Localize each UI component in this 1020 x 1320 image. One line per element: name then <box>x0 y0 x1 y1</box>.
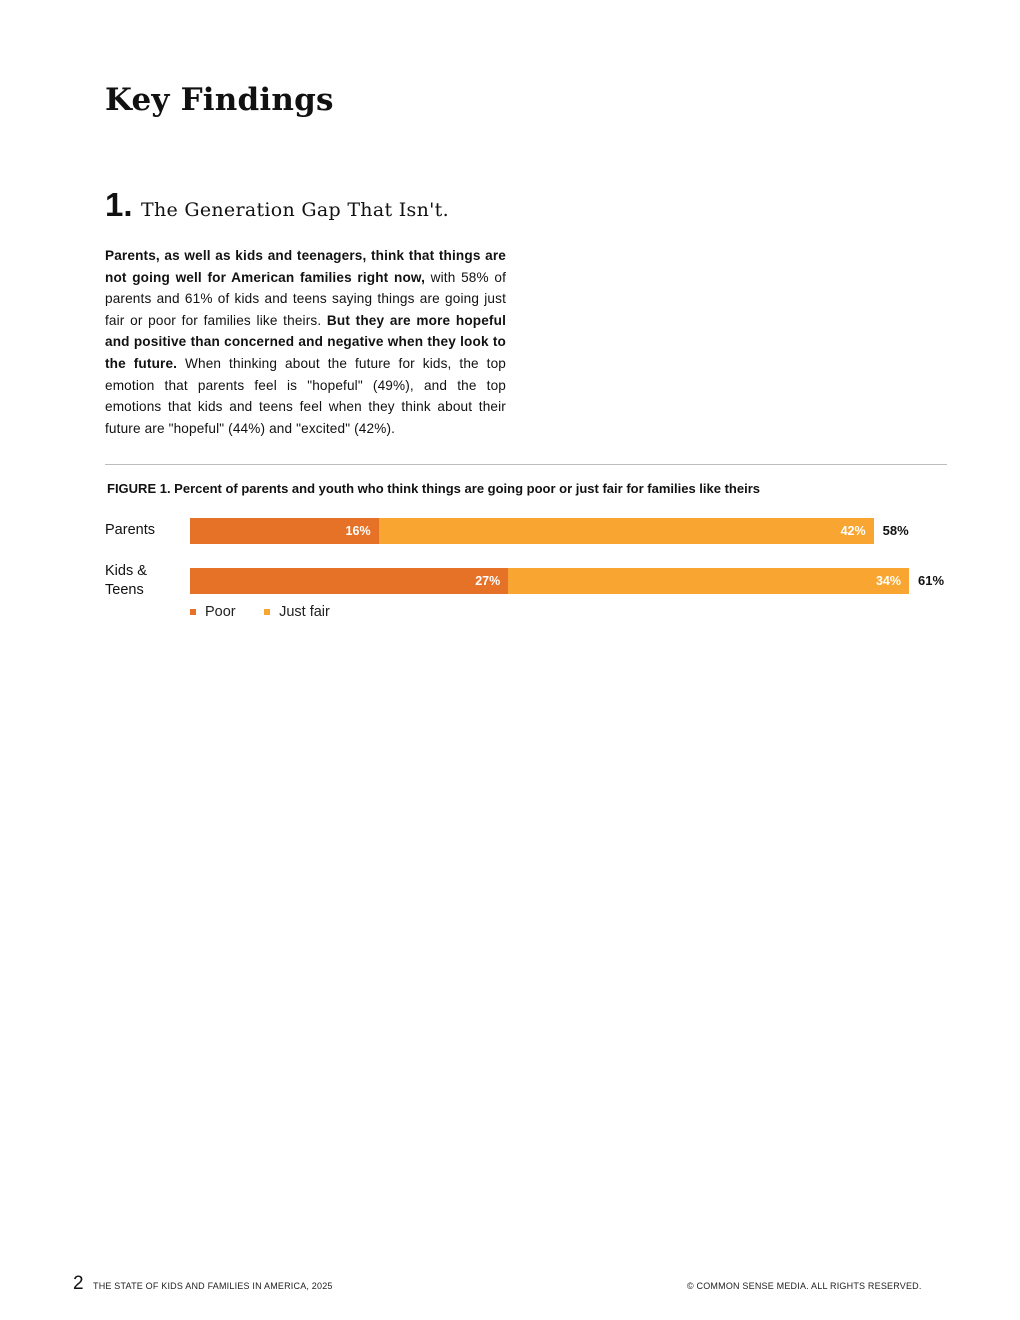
body-bold-second: But they are more hopeful and positive than concerned and negative when they look to the future. <box>105 312 506 371</box>
section-number: 1. <box>105 186 133 223</box>
body-paragraph <box>105 245 506 439</box>
legend-label-just-fair: Just fair <box>279 604 330 620</box>
bar-value-label: 42% <box>840 524 866 538</box>
bar-just-fair-kids-teens <box>508 568 909 594</box>
legend-label-poor: Poor <box>205 604 236 620</box>
body-text-2: When thinking about the future for kids, the top emotion that parents feel is "hopeful" (49%), and the top emotions that kids and teens feel when they think about their future are "hopeful" (44%) and "excited" (42%). <box>105 355 507 436</box>
bar-poor-parents <box>190 518 379 544</box>
legend-swatch-just-fair <box>264 609 270 615</box>
row-label-parents: Parents <box>105 522 155 538</box>
section-heading <box>105 186 449 224</box>
bar-value-label: 16% <box>345 524 371 538</box>
bar-value-label: 27% <box>475 574 501 588</box>
legend-item-just-fair <box>264 604 330 620</box>
footer-copyright: © COMMON SENSE MEDIA. ALL RIGHTS RESERVED. <box>687 1281 922 1291</box>
bar-total-label-parents: 58% <box>882 523 909 538</box>
legend-swatch-poor <box>190 609 196 615</box>
body-bold-lead: Parents, as well as kids and teenagers, think that things are not going well for American families right now, <box>105 248 506 285</box>
row-label-kids-teens: Kids & Teens <box>105 563 147 598</box>
body-text-1: with 58% of parents and 61% of kids and teens saying things are going just fair or poor for families like theirs. <box>105 269 506 328</box>
footer-page-number: 2 <box>73 1273 84 1294</box>
bar-value-label: 34% <box>875 574 901 588</box>
bar-poor-kids-teens <box>190 568 508 594</box>
legend-item-poor <box>190 604 236 620</box>
footer-report-title: THE STATE OF KIDS AND FAMILIES IN AMERICA, 2025 <box>93 1281 333 1291</box>
bar-just-fair-parents <box>379 518 874 544</box>
section-divider <box>105 464 947 465</box>
chart-legend <box>190 603 354 621</box>
bar-total-label-kids-teens: 61% <box>918 573 945 588</box>
section-title: The Generation Gap That Isn't. <box>140 199 449 221</box>
figure-caption: FIGURE 1. Percent of parents and youth who think things are going poor or just fair for families like theirs <box>107 481 760 496</box>
page-title: Key Findings <box>105 82 334 118</box>
